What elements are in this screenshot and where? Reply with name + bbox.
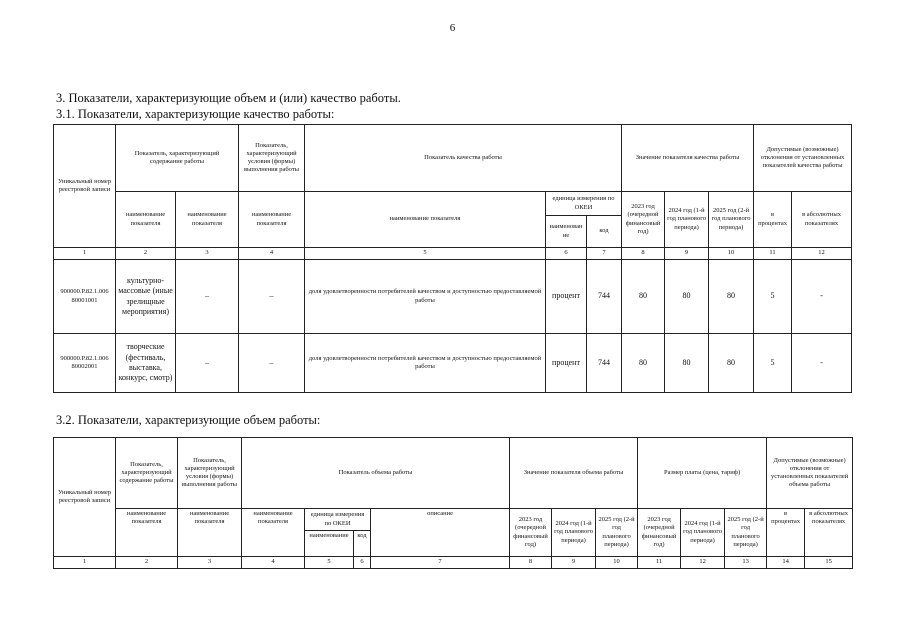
column-number: 7 — [371, 557, 510, 569]
header-work-conditions: Показатель, характеризующий условия (формы) выполнения работы — [239, 125, 305, 192]
header-absolute: в абсолютных показателях — [805, 509, 853, 557]
section-3-1-title: 3.1. Показатели, характеризующие качество работы: — [56, 107, 335, 121]
header-name-2: наименование показателя — [178, 509, 242, 557]
value-2023: 80 — [622, 334, 665, 393]
header-quality-value: Значение показателя качества работы — [622, 125, 754, 192]
unit-code: 744 — [587, 260, 622, 334]
header-year-2023: 2023 год (очередной финансовый год) — [510, 509, 552, 557]
header-year-2025: 2025 год (2-й год планового периода) — [709, 192, 754, 248]
indicator-name: доля удовлетворенности потребителей качеством и доступностью предоставляемой работы — [305, 334, 546, 393]
header-fee-2024: 2024 год (1-й год планового периода) — [681, 509, 725, 557]
header-name-1: наименование показателя — [116, 509, 178, 557]
value-2024: 80 — [665, 260, 709, 334]
header-absolute: в абсолютных показателях — [792, 192, 852, 248]
registry-number: 900000.Р.82.1.006 80002001 — [54, 334, 116, 393]
column-number: 6 — [546, 248, 587, 260]
column-number: 4 — [239, 248, 305, 260]
header-fee-2023: 2023 год (очередной финансовый год) — [638, 509, 681, 557]
unit-code: 744 — [587, 334, 622, 393]
column-number: 11 — [638, 557, 681, 569]
work-content: культурно-массовые (иные зрелищные мероприятия) — [116, 260, 176, 334]
column-number: 9 — [665, 248, 709, 260]
table-row — [54, 260, 852, 334]
header-unit-okei: единица измерения по ОКЕИ — [305, 509, 371, 531]
header-work-conditions: Показатель, характеризующий условия (формы) выполнения работы — [178, 438, 242, 509]
column-number: 5 — [305, 557, 354, 569]
registry-number: 900000.Р.82.1.006 80001001 — [54, 260, 116, 334]
column-number: 3 — [178, 557, 242, 569]
deviation-percent: 5 — [754, 334, 792, 393]
column-number: 1 — [54, 248, 116, 260]
column-number: 7 — [587, 248, 622, 260]
column-number: 10 — [709, 248, 754, 260]
column-number: 12 — [792, 248, 852, 260]
header-unit-name: наименование — [546, 216, 587, 248]
header-work-content: Показатель, характеризующий содержание работы — [116, 438, 178, 509]
value-2023: 80 — [622, 260, 665, 334]
header-name-3: наименование показателя — [239, 192, 305, 248]
header-deviation: Допустимые (возможные) отклонения от установленных показателей качества работы — [754, 125, 852, 192]
column-number: 13 — [725, 557, 767, 569]
column-number: 8 — [622, 248, 665, 260]
work-condition: – — [239, 260, 305, 334]
indicator-name: доля удовлетворенности потребителей качеством и доступностью предоставляемой работы — [305, 260, 546, 334]
header-deviation: Допустимые (возможные) отклонения от установленных показателей объема работы — [767, 438, 853, 509]
column-number: 2 — [116, 248, 176, 260]
column-number: 4 — [242, 557, 305, 569]
header-quality-indicator: Показатель качества работы — [305, 125, 622, 192]
header-fee-2025: 2025 год (2-й год планового периода) — [725, 509, 767, 557]
header-unit-code: код — [354, 531, 371, 557]
table-row — [54, 334, 852, 393]
deviation-percent: 5 — [754, 260, 792, 334]
header-name-2: наименование показателя — [176, 192, 239, 248]
column-number: 9 — [552, 557, 596, 569]
section-3-title: 3. Показатели, характеризующие объем и (или) качество работы. — [56, 91, 401, 105]
header-work-content: Показатель, характеризующий содержание работы — [116, 125, 239, 192]
work-content: творческие (фестиваль, выставка, конкурс, смотр) — [116, 334, 176, 393]
header-year-2024: 2024 год (1-й год планового периода) — [665, 192, 709, 248]
column-number: 11 — [754, 248, 792, 260]
column-number: 10 — [596, 557, 638, 569]
header-registry: Уникальный номер реестровой записи — [54, 438, 116, 557]
work-content-2: – — [176, 260, 239, 334]
unit-name: процент — [546, 260, 587, 334]
column-number: 14 — [767, 557, 805, 569]
unit-name: процент — [546, 334, 587, 393]
header-indicator-name: наименование показателя — [305, 192, 546, 248]
header-volume-indicator: Показатель объема работы — [242, 438, 510, 509]
header-year-2023: 2023 год (очередной финансовый год) — [622, 192, 665, 248]
column-number: 15 — [805, 557, 853, 569]
header-year-2025: 2025 год (2-й год планового периода) — [596, 509, 638, 557]
deviation-absolute: - — [792, 260, 852, 334]
work-condition: – — [239, 334, 305, 393]
value-2025: 80 — [709, 260, 754, 334]
column-number: 2 — [116, 557, 178, 569]
column-number: 5 — [305, 248, 546, 260]
quality-indicators-table — [53, 124, 852, 393]
header-percent: в процентах — [767, 509, 805, 557]
column-number: 12 — [681, 557, 725, 569]
header-volume-value: Значение показателя объема работы — [510, 438, 638, 509]
column-number: 1 — [54, 557, 116, 569]
column-number: 3 — [176, 248, 239, 260]
header-name-1: наименование показателя — [116, 192, 176, 248]
header-registry: Уникальный номер реестровой записи — [54, 125, 116, 248]
header-percent: в процентах — [754, 192, 792, 248]
value-2025: 80 — [709, 334, 754, 393]
column-number: 8 — [510, 557, 552, 569]
work-content-2: – — [176, 334, 239, 393]
header-year-2024: 2024 год (1-й год планового периода) — [552, 509, 596, 557]
volume-indicators-table — [53, 437, 853, 569]
page-number: 6 — [449, 22, 456, 34]
header-unit-code: код — [587, 216, 622, 248]
header-unit-name: наименование — [305, 531, 354, 557]
column-number: 6 — [354, 557, 371, 569]
header-unit-okei: единица измерения по ОКЕИ — [546, 192, 622, 216]
header-fee: Размер платы (цена, тариф) — [638, 438, 767, 509]
header-description: описание — [371, 509, 510, 557]
value-2024: 80 — [665, 334, 709, 393]
header-name-3: наименование показателя — [242, 509, 305, 557]
section-3-2-title: 3.2. Показатели, характеризующие объем работы: — [56, 413, 321, 427]
deviation-absolute: - — [792, 334, 852, 393]
